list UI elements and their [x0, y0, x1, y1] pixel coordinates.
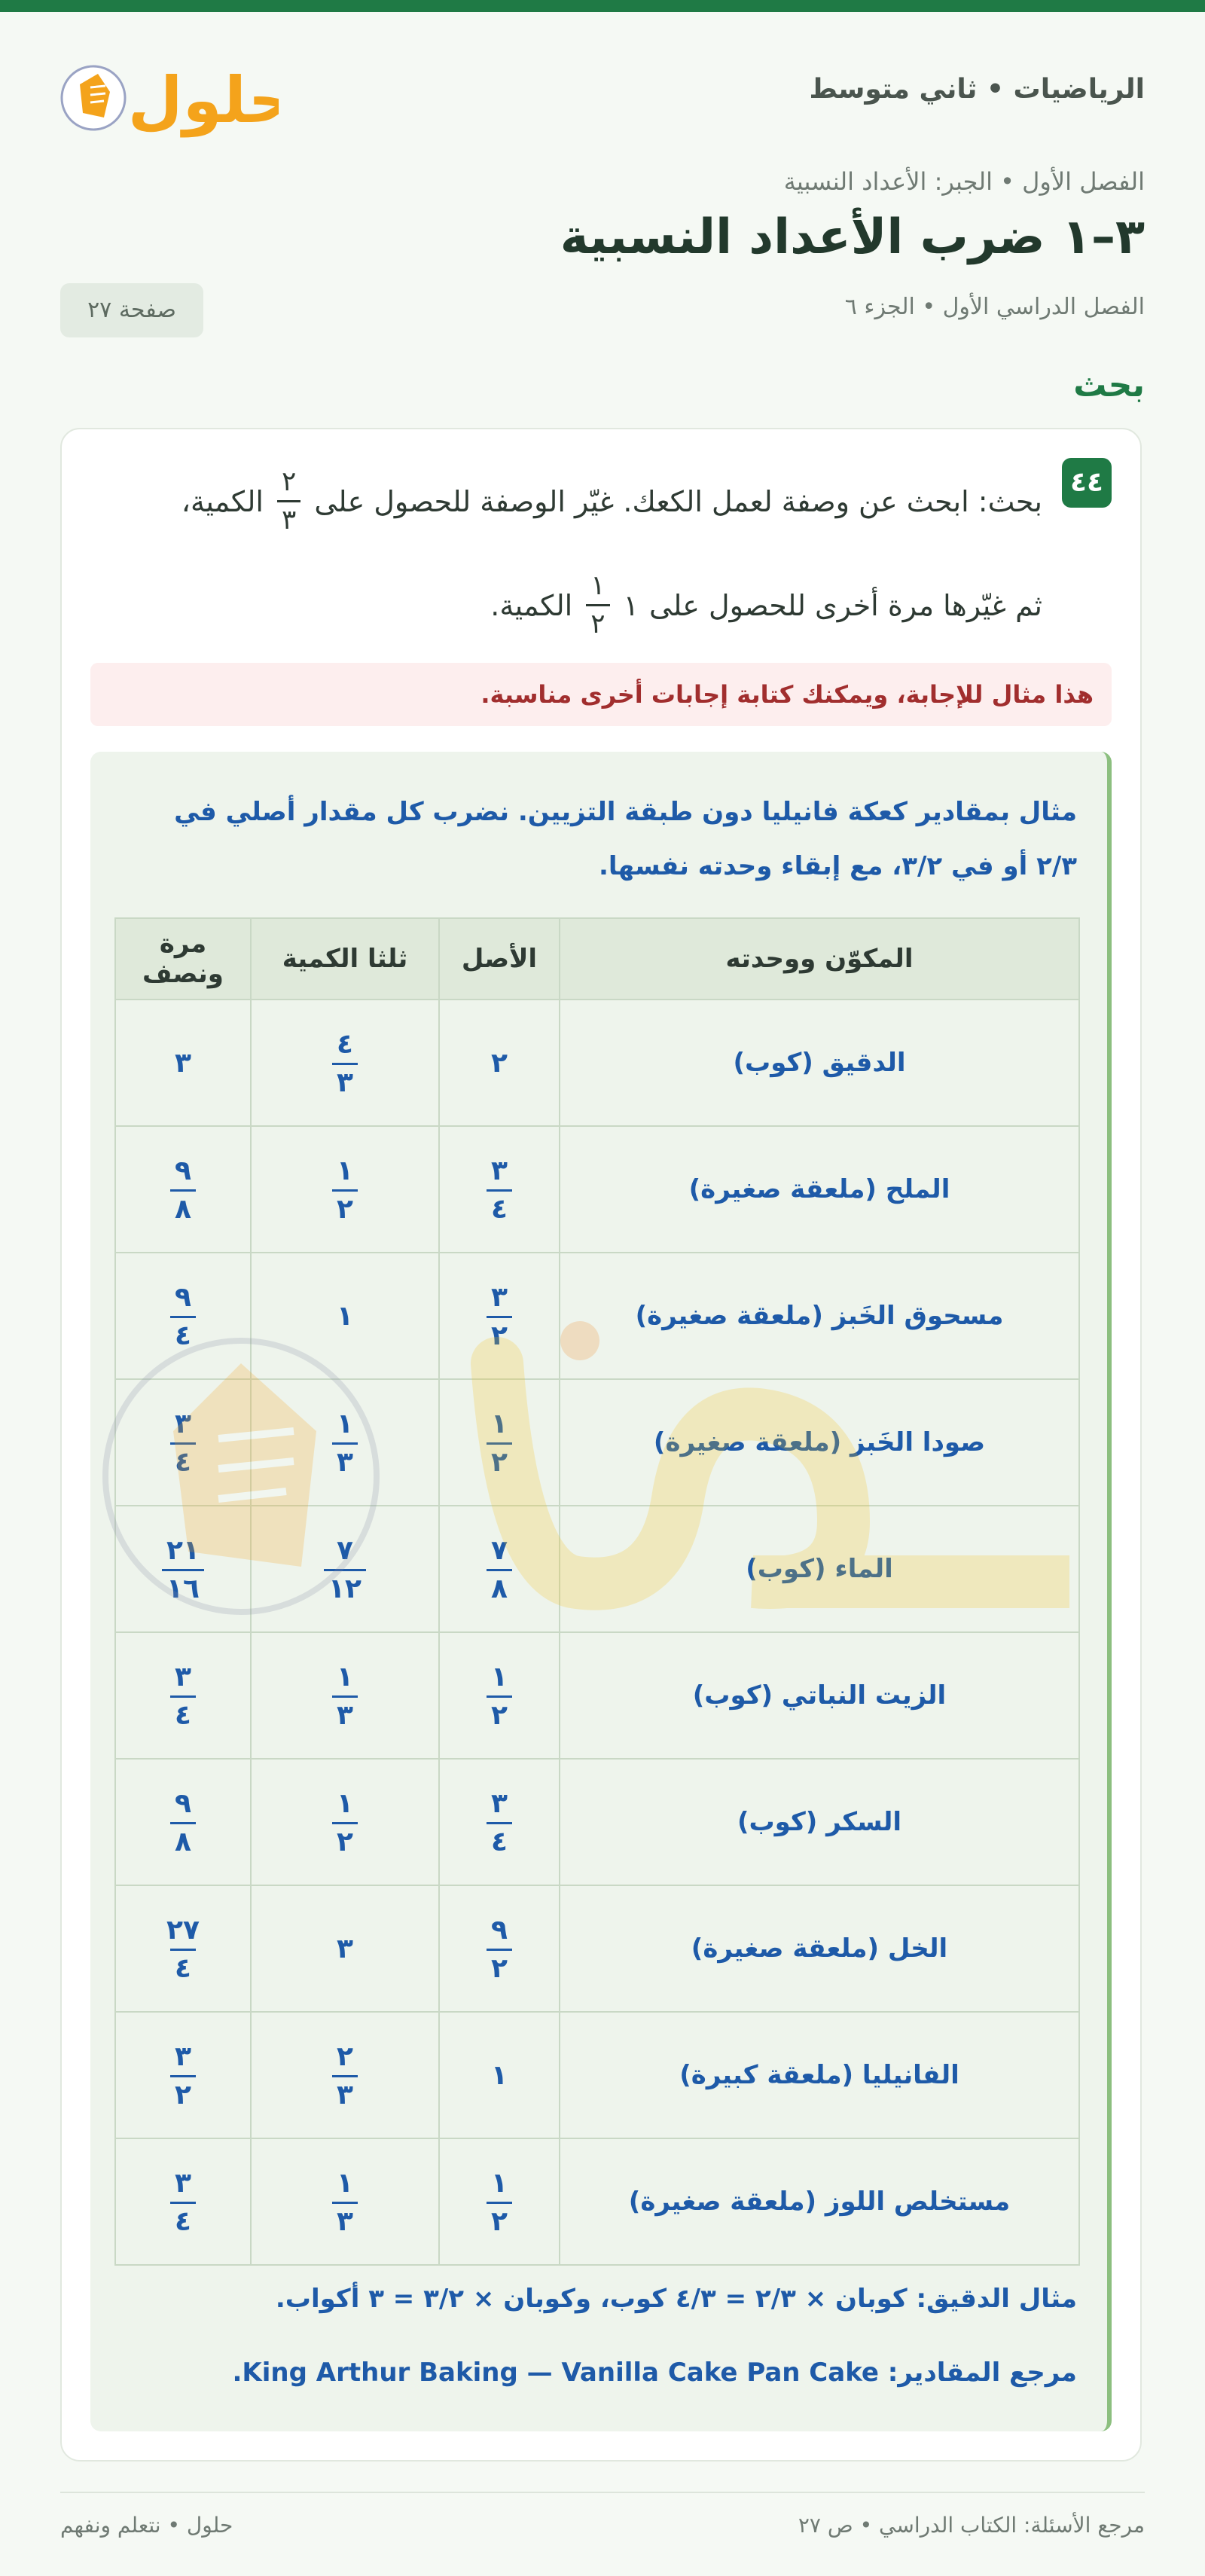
fraction-denominator: ٢ — [487, 2202, 512, 2236]
value-cell-one-half — [115, 1885, 251, 2012]
answer-note-banner: هذا مثال للإجابة، ويمكنك كتابة إجابات أخرى مناسبة. — [90, 663, 1112, 726]
fraction-denominator: ٢ — [487, 1949, 512, 1982]
fraction — [170, 2170, 196, 2236]
value-cell-original — [439, 1000, 560, 1126]
question-line-2 — [490, 572, 1042, 638]
fraction-numerator: ١ — [491, 1662, 508, 1692]
fraction-numerator: ١ — [491, 1409, 508, 1439]
fraction-numerator: ٧ — [337, 1535, 353, 1566]
question-text-part: ثم غيّرها مرة أخرى للحصول على — [649, 588, 1042, 622]
ingredient-cell: مستخلص اللوز (ملعقة صغيرة) — [560, 2138, 1079, 2265]
fraction — [487, 1411, 512, 1476]
fraction-numerator: ٤ — [337, 1029, 353, 1060]
fraction-numerator: ٩ — [175, 1155, 191, 1186]
worked-example: مثال الدقيق: كوبان × ٢/٣ = ٤/٣ كوب، وكوبان × ٣/٢ = ٣ أكواب. — [275, 2284, 1077, 2314]
table-row — [115, 2138, 1079, 2265]
value-cell-original — [439, 2138, 560, 2265]
table-row — [115, 1632, 1079, 1759]
value-cell-two-thirds — [251, 1379, 439, 1506]
ingredient-cell: الدقيق (كوب) — [560, 1000, 1079, 1126]
fraction — [162, 1917, 204, 1982]
fraction-denominator: ٢ — [170, 2075, 196, 2109]
question-card — [60, 428, 1142, 2462]
ingredient-cell: الماء (كوب) — [560, 1506, 1079, 1632]
fraction-numerator: ٩ — [175, 1282, 191, 1313]
answer-box — [90, 752, 1112, 2431]
table-row — [115, 1379, 1079, 1506]
fraction-numerator: ٣ — [175, 2168, 191, 2199]
fraction — [332, 1031, 358, 1097]
fraction-denominator: ٣ — [277, 500, 300, 534]
fraction-numerator: ٣ — [491, 1155, 508, 1186]
fraction — [332, 2043, 358, 2109]
table-row — [115, 2012, 1079, 2138]
question-text-part: الكمية، — [181, 484, 264, 518]
fraction — [332, 1664, 358, 1729]
question-number-badge: ٤٤ — [1062, 458, 1112, 508]
value-cell-original — [439, 2012, 560, 2138]
fraction-denominator: ٨ — [170, 1189, 196, 1223]
value-cell-one-half — [115, 2138, 251, 2265]
table-row — [115, 1253, 1079, 1379]
fraction-numerator: ١ — [491, 2168, 508, 2199]
table-row — [115, 1506, 1079, 1632]
ingredient-cell: الزيت النباتي (كوب) — [560, 1632, 1079, 1759]
value-cell-one-half — [115, 1379, 251, 1506]
fraction — [487, 1155, 512, 1225]
fraction — [487, 2170, 512, 2236]
ingredient-cell: صودا الخَبز (ملعقة صغيرة) — [560, 1379, 1079, 1506]
whole-number: ١ — [491, 2059, 508, 2091]
fraction — [332, 2170, 358, 2236]
mixed-number-whole: ١ — [623, 588, 639, 622]
footer-divider — [60, 2492, 1145, 2493]
whole-number: ٢ — [491, 1047, 508, 1079]
value-cell-original — [439, 1253, 560, 1379]
ingredient-cell: السكر (كوب) — [560, 1759, 1079, 1885]
value-cell-original — [439, 1379, 560, 1506]
fraction-denominator: ١٢ — [324, 1569, 366, 1603]
fraction-denominator: ٢ — [487, 1695, 512, 1729]
value-cell-one-half — [115, 1253, 251, 1379]
value-cell-two-thirds — [251, 2012, 439, 2138]
question-line-1 — [181, 466, 1042, 536]
fraction-denominator: ٣ — [332, 1063, 358, 1097]
term-label: الفصل الدراسي الأول • الجزء ٦ — [844, 294, 1145, 320]
fraction-numerator: ٢٧ — [166, 1915, 200, 1946]
answer-intro: مثال بمقادير كعكة فانيليا دون طبقة التزيين. نضرب كل مقدار أصلي في ٢/٣ أو في ٣/٢، مع إبقاء وحدته نفسها. — [174, 797, 1077, 881]
subject-label: الرياضيات • ثاني متوسط — [809, 74, 1145, 105]
value-cell-original — [439, 1506, 560, 1632]
fraction — [487, 1790, 512, 1856]
fraction — [324, 1537, 366, 1603]
value-cell-one-half — [115, 1506, 251, 1632]
fraction — [170, 1664, 196, 1729]
fraction-denominator: ٢ — [332, 1822, 358, 1856]
ingredients-reference: مرجع المقادير: King Arthur Baking — Vanilla Cake Pan Cake. — [232, 2358, 1077, 2388]
breadcrumb: الفصل الأول • الجبر: الأعداد النسبية — [783, 167, 1145, 196]
value-cell-original — [439, 1632, 560, 1759]
value-cell-two-thirds — [251, 1759, 439, 1885]
whole-number: ٣ — [337, 1933, 353, 1964]
fraction-denominator: ٨ — [170, 1822, 196, 1856]
fraction-numerator: ٣ — [175, 2041, 191, 2072]
table-row — [115, 1759, 1079, 1885]
fraction-denominator: ٢ — [586, 604, 609, 638]
fraction — [487, 1284, 512, 1350]
fraction-numerator: ١ — [337, 1662, 353, 1692]
fraction-denominator: ٤ — [487, 1189, 512, 1223]
ingredient-cell: الخل (ملعقة صغيرة) — [560, 1885, 1079, 2012]
fraction-denominator: ١٦ — [162, 1569, 204, 1603]
page-header — [60, 53, 1145, 143]
recipe-table — [114, 917, 1080, 2266]
fraction-denominator: ٤ — [170, 1442, 196, 1476]
fraction — [170, 2043, 196, 2109]
fraction — [170, 1790, 196, 1856]
value-cell-one-half — [115, 1126, 251, 1253]
value-cell-one-half — [115, 1632, 251, 1759]
table-row — [115, 1885, 1079, 2012]
value-cell-one-half — [115, 1759, 251, 1885]
fraction-denominator: ٤ — [170, 1316, 196, 1350]
ingredient-cell: مسحوق الخَبز (ملعقة صغيرة) — [560, 1253, 1079, 1379]
fraction-numerator: ٣ — [175, 1662, 191, 1692]
ingredient-cell: الملح (ملعقة صغيرة) — [560, 1126, 1079, 1253]
table-row — [115, 1000, 1079, 1126]
column-header-ingredient: المكوّن ووحدته — [560, 918, 1079, 1000]
column-header-one-and-half: مرة ونصف — [115, 918, 251, 1000]
fraction-denominator: ٢ — [332, 1189, 358, 1223]
fraction — [277, 466, 300, 536]
fraction-denominator: ٤ — [487, 1822, 512, 1856]
fraction-denominator: ٨ — [487, 1569, 512, 1603]
fraction — [586, 572, 609, 638]
top-accent-bar — [0, 0, 1205, 12]
value-cell-original — [439, 1885, 560, 2012]
fraction — [487, 1664, 512, 1729]
fraction-denominator: ٣ — [332, 1442, 358, 1476]
fraction — [170, 1284, 196, 1350]
value-cell-two-thirds — [251, 1000, 439, 1126]
fraction — [170, 1411, 196, 1476]
ingredient-cell: الفانيليا (ملعقة كبيرة) — [560, 2012, 1079, 2138]
fraction-numerator: ٩ — [175, 1788, 191, 1819]
value-cell-two-thirds — [251, 1126, 439, 1253]
fraction-numerator: ٣ — [491, 1788, 508, 1819]
value-cell-two-thirds — [251, 1885, 439, 2012]
fraction-numerator: ٣ — [175, 1409, 191, 1439]
fraction-denominator: ٢ — [487, 1316, 512, 1350]
fraction-numerator: ١ — [337, 2168, 353, 2199]
fraction-numerator: ٢ — [281, 466, 297, 497]
fraction — [332, 1155, 358, 1225]
fraction-numerator: ١ — [337, 1788, 353, 1819]
fraction-numerator: ٢ — [337, 2041, 353, 2072]
fraction-numerator: ٩ — [491, 1915, 508, 1946]
fraction — [170, 1155, 196, 1225]
whole-number: ٣ — [175, 1047, 191, 1079]
table-header-row — [115, 918, 1079, 1000]
fraction-numerator: ٢١ — [166, 1535, 200, 1566]
value-cell-one-half — [115, 2012, 251, 2138]
column-header-two-thirds: ثلثا الكمية — [251, 918, 439, 1000]
fraction-denominator: ٤ — [170, 2202, 196, 2236]
value-cell-one-half — [115, 1000, 251, 1126]
value-cell-original — [439, 1126, 560, 1253]
value-cell-two-thirds — [251, 1506, 439, 1632]
whole-number: ١ — [337, 1300, 353, 1332]
fraction-numerator: ٣ — [491, 1282, 508, 1313]
fraction-numerator: ١ — [337, 1155, 353, 1186]
footer-source: مرجع الأسئلة: الكتاب الدراسي • ص ٢٧ — [798, 2513, 1145, 2538]
fraction — [332, 1411, 358, 1476]
value-cell-two-thirds — [251, 2138, 439, 2265]
fraction-denominator: ٤ — [170, 1695, 196, 1729]
fraction-numerator: ١ — [590, 570, 606, 601]
fraction-denominator: ٣ — [332, 1695, 358, 1729]
fraction-denominator: ٤ — [170, 1949, 196, 1982]
question-text-part: الكمية. — [490, 588, 573, 622]
logo-icon — [60, 53, 279, 143]
question-text-part: بحث: ابحث عن وصفة لعمل الكعك. غيّر الوصفة للحصول على — [314, 484, 1042, 518]
fraction — [487, 1537, 512, 1603]
hulul-logo[interactable] — [60, 53, 279, 143]
value-cell-two-thirds — [251, 1253, 439, 1379]
fraction-denominator: ٣ — [332, 2202, 358, 2236]
fraction — [332, 1790, 358, 1856]
fraction-numerator: ١ — [337, 1409, 353, 1439]
footer-brand: حلول • نتعلم ونفهم — [60, 2513, 233, 2538]
section-title: بحث — [1073, 366, 1145, 404]
fraction-denominator: ٣ — [332, 2075, 358, 2109]
page-title: ٣–١ ضرب الأعداد النسبية — [560, 209, 1145, 265]
page-number-badge: صفحة ٢٧ — [60, 283, 203, 337]
fraction — [487, 1917, 512, 1982]
table-row — [115, 1126, 1079, 1253]
fraction-numerator: ٧ — [491, 1535, 508, 1566]
value-cell-original — [439, 1759, 560, 1885]
logo-wordmark: حلول — [127, 63, 279, 137]
fraction — [162, 1537, 204, 1603]
fraction-denominator: ٢ — [487, 1442, 512, 1476]
column-header-original: الأصل — [439, 918, 560, 1000]
value-cell-two-thirds — [251, 1632, 439, 1759]
